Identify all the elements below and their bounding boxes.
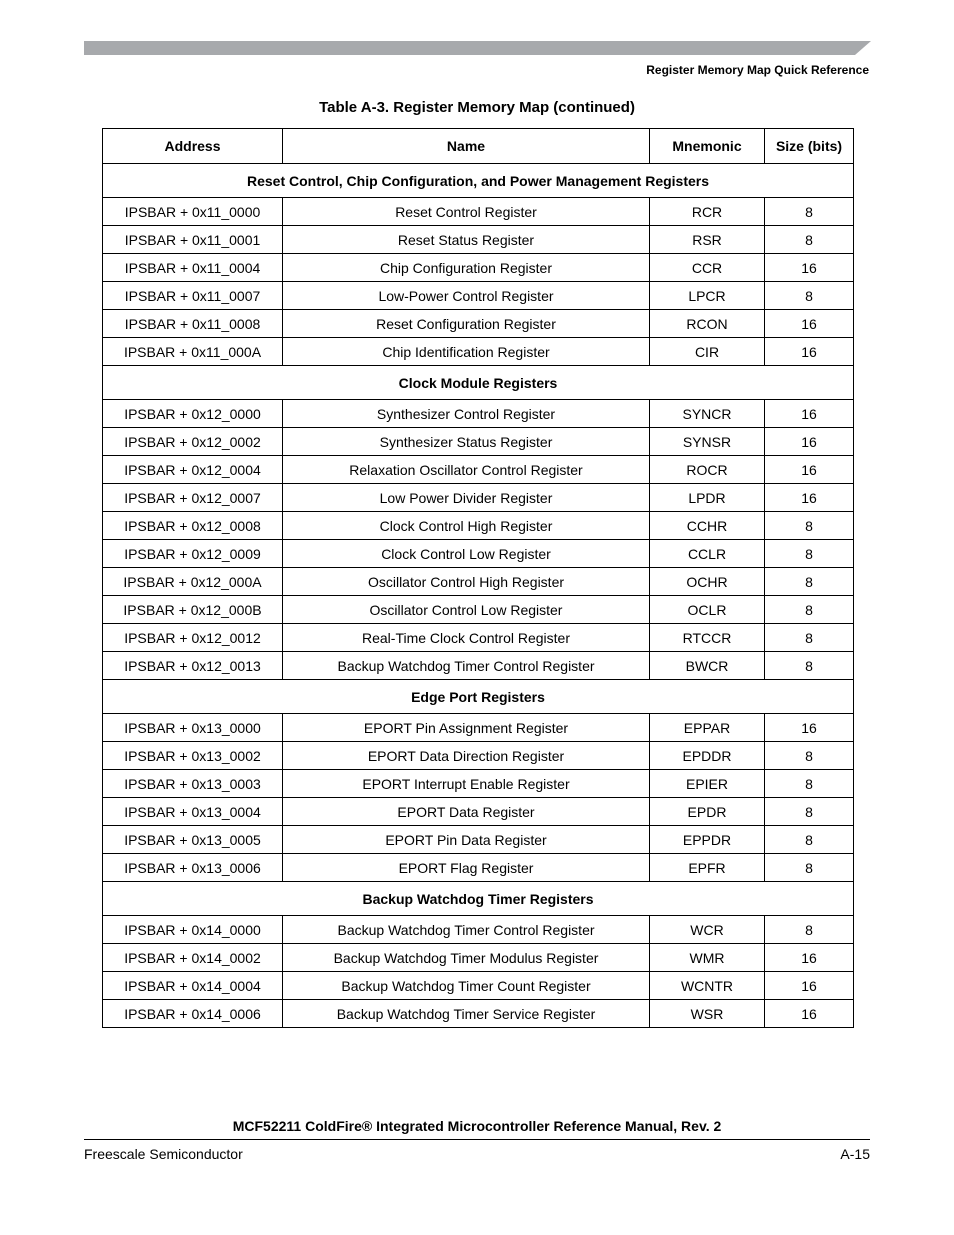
cell-size: 8 (765, 198, 854, 226)
table-row (103, 826, 854, 854)
table-row (103, 714, 854, 742)
cell-address: IPSBAR + 0x11_0008 (103, 310, 283, 338)
cell-name: Clock Control Low Register (283, 540, 650, 568)
table-row (103, 770, 854, 798)
cell-mnemonic: CCLR (650, 540, 765, 568)
table-row (103, 484, 854, 512)
cell-address: IPSBAR + 0x12_0000 (103, 400, 283, 428)
cell-size: 16 (765, 338, 854, 366)
cell-address: IPSBAR + 0x11_0007 (103, 282, 283, 310)
table-row (103, 512, 854, 540)
table-row (103, 854, 854, 882)
cell-name: Low-Power Control Register (283, 282, 650, 310)
cell-name: Real-Time Clock Control Register (283, 624, 650, 652)
cell-mnemonic: RCON (650, 310, 765, 338)
cell-name: Backup Watchdog Timer Modulus Register (283, 944, 650, 972)
group-header-row (103, 680, 854, 714)
cell-size: 8 (765, 652, 854, 680)
cell-size: 8 (765, 596, 854, 624)
cell-size: 8 (765, 624, 854, 652)
cell-name: EPORT Data Register (283, 798, 650, 826)
section-title: Register Memory Map Quick Reference (646, 63, 869, 77)
table-title: Table A-3. Register Memory Map (continued) (319, 99, 635, 116)
cell-address: IPSBAR + 0x13_0000 (103, 714, 283, 742)
cell-mnemonic: EPPAR (650, 714, 765, 742)
table-row (103, 198, 854, 226)
cell-mnemonic: EPFR (650, 854, 765, 882)
cell-name: Low Power Divider Register (283, 484, 650, 512)
cell-name: Chip Identification Register (283, 338, 650, 366)
cell-size: 16 (765, 1000, 854, 1028)
table-row (103, 282, 854, 310)
table-row (103, 456, 854, 484)
cell-mnemonic: EPIER (650, 770, 765, 798)
cell-address: IPSBAR + 0x11_000A (103, 338, 283, 366)
cell-address: IPSBAR + 0x12_0007 (103, 484, 283, 512)
group-header-row (103, 882, 854, 916)
footer-divider (84, 1139, 870, 1140)
footer-manual-title: MCF52211 ColdFire® Integrated Microcontroller Reference Manual, Rev. 2 (232, 1118, 722, 1134)
column-header-mnemonic: Mnemonic (650, 129, 765, 164)
cell-size: 16 (765, 484, 854, 512)
group-title: Backup Watchdog Timer Registers (103, 882, 854, 916)
table-row (103, 540, 854, 568)
cell-name: Oscillator Control Low Register (283, 596, 650, 624)
cell-address: IPSBAR + 0x13_0003 (103, 770, 283, 798)
cell-address: IPSBAR + 0x12_0002 (103, 428, 283, 456)
cell-size: 16 (765, 944, 854, 972)
cell-address: IPSBAR + 0x12_000A (103, 568, 283, 596)
cell-mnemonic: WCNTR (650, 972, 765, 1000)
table-row (103, 916, 854, 944)
column-header-size: Size (bits) (765, 129, 854, 164)
cell-mnemonic: RTCCR (650, 624, 765, 652)
cell-size: 8 (765, 826, 854, 854)
cell-mnemonic: OCHR (650, 568, 765, 596)
table-row (103, 310, 854, 338)
cell-name: Synthesizer Status Register (283, 428, 650, 456)
table-header-row (103, 129, 854, 164)
cell-address: IPSBAR + 0x14_0000 (103, 916, 283, 944)
cell-address: IPSBAR + 0x11_0004 (103, 254, 283, 282)
cell-mnemonic: CCHR (650, 512, 765, 540)
cell-name: EPORT Pin Assignment Register (283, 714, 650, 742)
footer-company: Freescale Semiconductor (84, 1146, 243, 1162)
cell-size: 16 (765, 714, 854, 742)
cell-name: Synthesizer Control Register (283, 400, 650, 428)
table-row (103, 1000, 854, 1028)
cell-name: EPORT Data Direction Register (283, 742, 650, 770)
cell-size: 16 (765, 310, 854, 338)
cell-mnemonic: RSR (650, 226, 765, 254)
cell-name: Oscillator Control High Register (283, 568, 650, 596)
cell-size: 8 (765, 854, 854, 882)
cell-address: IPSBAR + 0x13_0005 (103, 826, 283, 854)
cell-name: Reset Status Register (283, 226, 650, 254)
cell-size: 8 (765, 512, 854, 540)
cell-size: 8 (765, 916, 854, 944)
cell-size: 8 (765, 742, 854, 770)
cell-size: 8 (765, 226, 854, 254)
cell-address: IPSBAR + 0x12_0012 (103, 624, 283, 652)
cell-name: Chip Configuration Register (283, 254, 650, 282)
cell-mnemonic: LPDR (650, 484, 765, 512)
group-title: Reset Control, Chip Configuration, and Power Management Registers (103, 164, 854, 198)
cell-name: Clock Control High Register (283, 512, 650, 540)
cell-mnemonic: LPCR (650, 282, 765, 310)
cell-name: Backup Watchdog Timer Control Register (283, 652, 650, 680)
cell-address: IPSBAR + 0x14_0002 (103, 944, 283, 972)
cell-name: Backup Watchdog Timer Service Register (283, 1000, 650, 1028)
cell-size: 8 (765, 568, 854, 596)
cell-address: IPSBAR + 0x12_0013 (103, 652, 283, 680)
cell-size: 16 (765, 456, 854, 484)
cell-name: Backup Watchdog Timer Count Register (283, 972, 650, 1000)
group-title: Clock Module Registers (103, 366, 854, 400)
cell-mnemonic: EPDDR (650, 742, 765, 770)
cell-mnemonic: WCR (650, 916, 765, 944)
table-row (103, 652, 854, 680)
cell-address: IPSBAR + 0x13_0002 (103, 742, 283, 770)
cell-mnemonic: CCR (650, 254, 765, 282)
group-header-row (103, 164, 854, 198)
cell-mnemonic: WSR (650, 1000, 765, 1028)
table-row (103, 400, 854, 428)
cell-mnemonic: EPDR (650, 798, 765, 826)
cell-mnemonic: BWCR (650, 652, 765, 680)
cell-name: Backup Watchdog Timer Control Register (283, 916, 650, 944)
table-row (103, 568, 854, 596)
cell-mnemonic: RCR (650, 198, 765, 226)
cell-address: IPSBAR + 0x12_000B (103, 596, 283, 624)
cell-size: 16 (765, 428, 854, 456)
cell-address: IPSBAR + 0x11_0000 (103, 198, 283, 226)
cell-mnemonic: OCLR (650, 596, 765, 624)
cell-name: Relaxation Oscillator Control Register (283, 456, 650, 484)
table-row (103, 798, 854, 826)
footer-page-number: A-15 (840, 1146, 870, 1162)
table-row (103, 254, 854, 282)
cell-address: IPSBAR + 0x14_0006 (103, 1000, 283, 1028)
cell-address: IPSBAR + 0x11_0001 (103, 226, 283, 254)
cell-size: 16 (765, 400, 854, 428)
cell-address: IPSBAR + 0x14_0004 (103, 972, 283, 1000)
cell-address: IPSBAR + 0x12_0008 (103, 512, 283, 540)
table-row (103, 428, 854, 456)
cell-mnemonic: CIR (650, 338, 765, 366)
cell-mnemonic: SYNSR (650, 428, 765, 456)
cell-name: EPORT Flag Register (283, 854, 650, 882)
cell-address: IPSBAR + 0x13_0004 (103, 798, 283, 826)
group-title: Edge Port Registers (103, 680, 854, 714)
cell-name: EPORT Interrupt Enable Register (283, 770, 650, 798)
table-row (103, 944, 854, 972)
cell-size: 16 (765, 254, 854, 282)
cell-mnemonic: EPPDR (650, 826, 765, 854)
table-row (103, 226, 854, 254)
table-row (103, 596, 854, 624)
cell-address: IPSBAR + 0x12_0004 (103, 456, 283, 484)
table-row (103, 972, 854, 1000)
cell-name: EPORT Pin Data Register (283, 826, 650, 854)
cell-name: Reset Control Register (283, 198, 650, 226)
cell-size: 8 (765, 282, 854, 310)
column-header-address: Address (103, 129, 283, 164)
cell-mnemonic: SYNCR (650, 400, 765, 428)
column-header-name: Name (283, 129, 650, 164)
cell-size: 8 (765, 770, 854, 798)
cell-size: 8 (765, 798, 854, 826)
table-row (103, 338, 854, 366)
cell-size: 16 (765, 972, 854, 1000)
register-table (102, 128, 854, 1028)
cell-size: 8 (765, 540, 854, 568)
group-header-row (103, 366, 854, 400)
header-bar (84, 41, 871, 55)
cell-address: IPSBAR + 0x13_0006 (103, 854, 283, 882)
table-row (103, 624, 854, 652)
cell-address: IPSBAR + 0x12_0009 (103, 540, 283, 568)
table-row (103, 742, 854, 770)
cell-name: Reset Configuration Register (283, 310, 650, 338)
cell-mnemonic: WMR (650, 944, 765, 972)
cell-mnemonic: ROCR (650, 456, 765, 484)
